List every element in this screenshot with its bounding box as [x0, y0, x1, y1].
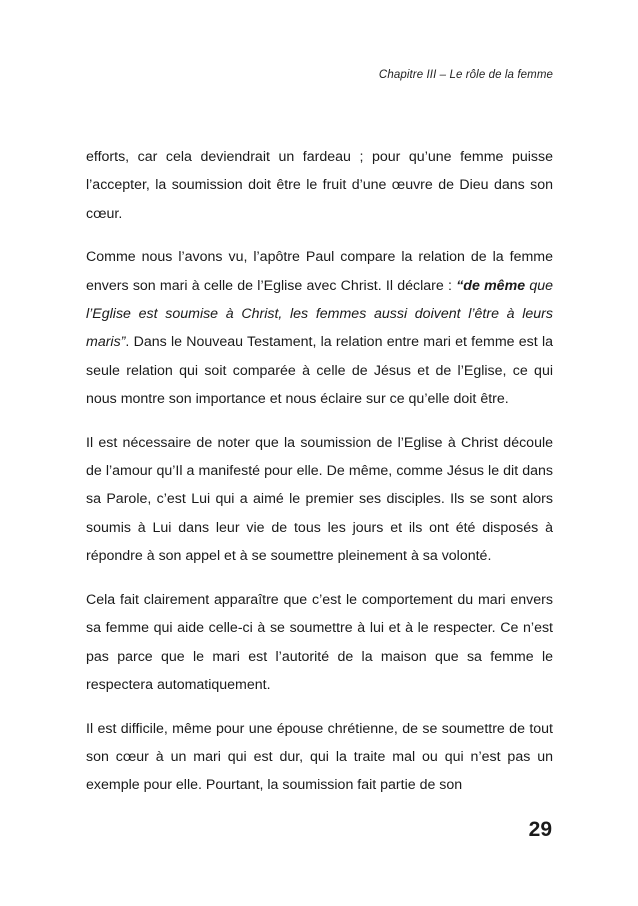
paragraph-2-intro: Comme nous l’avons vu, l’apôtre Paul compare la relation de la femme envers son mari à celle de l’Eglise avec Christ. Il déclare : [86, 249, 553, 294]
paragraph-4: Cela fait clairement apparaître que c’est le comportement du mari envers sa femme qui aide celle-ci à se soumettre à lui et à le respecter. Ce n’est pas parce que le mari est l’autorité de la maison que sa femme le respectera automatiquement. [86, 591, 553, 693]
paragraph-1: efforts, car cela deviendrait un fardeau ; pour qu’une femme puisse l’accepter, la soumission doit être le fruit d’une œuvre de Dieu dans son cœur. [86, 149, 553, 222]
body-text [86, 143, 553, 800]
running-header: Chapitre III – Le rôle de la femme [378, 69, 553, 81]
page-number: 29 [528, 818, 552, 841]
paragraph-2 [86, 243, 553, 413]
scripture-quote-emphasis: “de même [456, 277, 526, 294]
paragraph-2-rest: . Dans le Nouveau Testament, la relation entre mari et femme est la seule relation qui soit comparée à celle de Jésus et de l’Eglise, ce qui nous montre son importance et nous éclaire sur ce qu’elle doit être. [86, 334, 553, 407]
paragraph-5: Il est difficile, même pour une épouse chrétienne, de se soumettre de tout son cœur à un mari qui est dur, qui la traite mal ou qui n’est pas un exemple pour elle. Pourtant, la soumission fait partie de son [86, 720, 553, 794]
scripture-quote-text: que l’Eglise est soumise à Christ, les femmes aussi doivent l’être à leurs maris” [86, 277, 553, 351]
paragraph-3: Il est nécessaire de noter que la soumission de l’Eglise à Christ découle de l’amour qu’Il a manifesté pour elle. De même, comme Jésus le dit dans sa Parole, c’est Lui qui a aimé le premier ses disciples. Ils se sont alors soumis à Lui dans leur vie de tous les jours et ils ont été disposés à répondre à son appel et à se soumettre pleinement à sa volonté. [86, 434, 553, 565]
